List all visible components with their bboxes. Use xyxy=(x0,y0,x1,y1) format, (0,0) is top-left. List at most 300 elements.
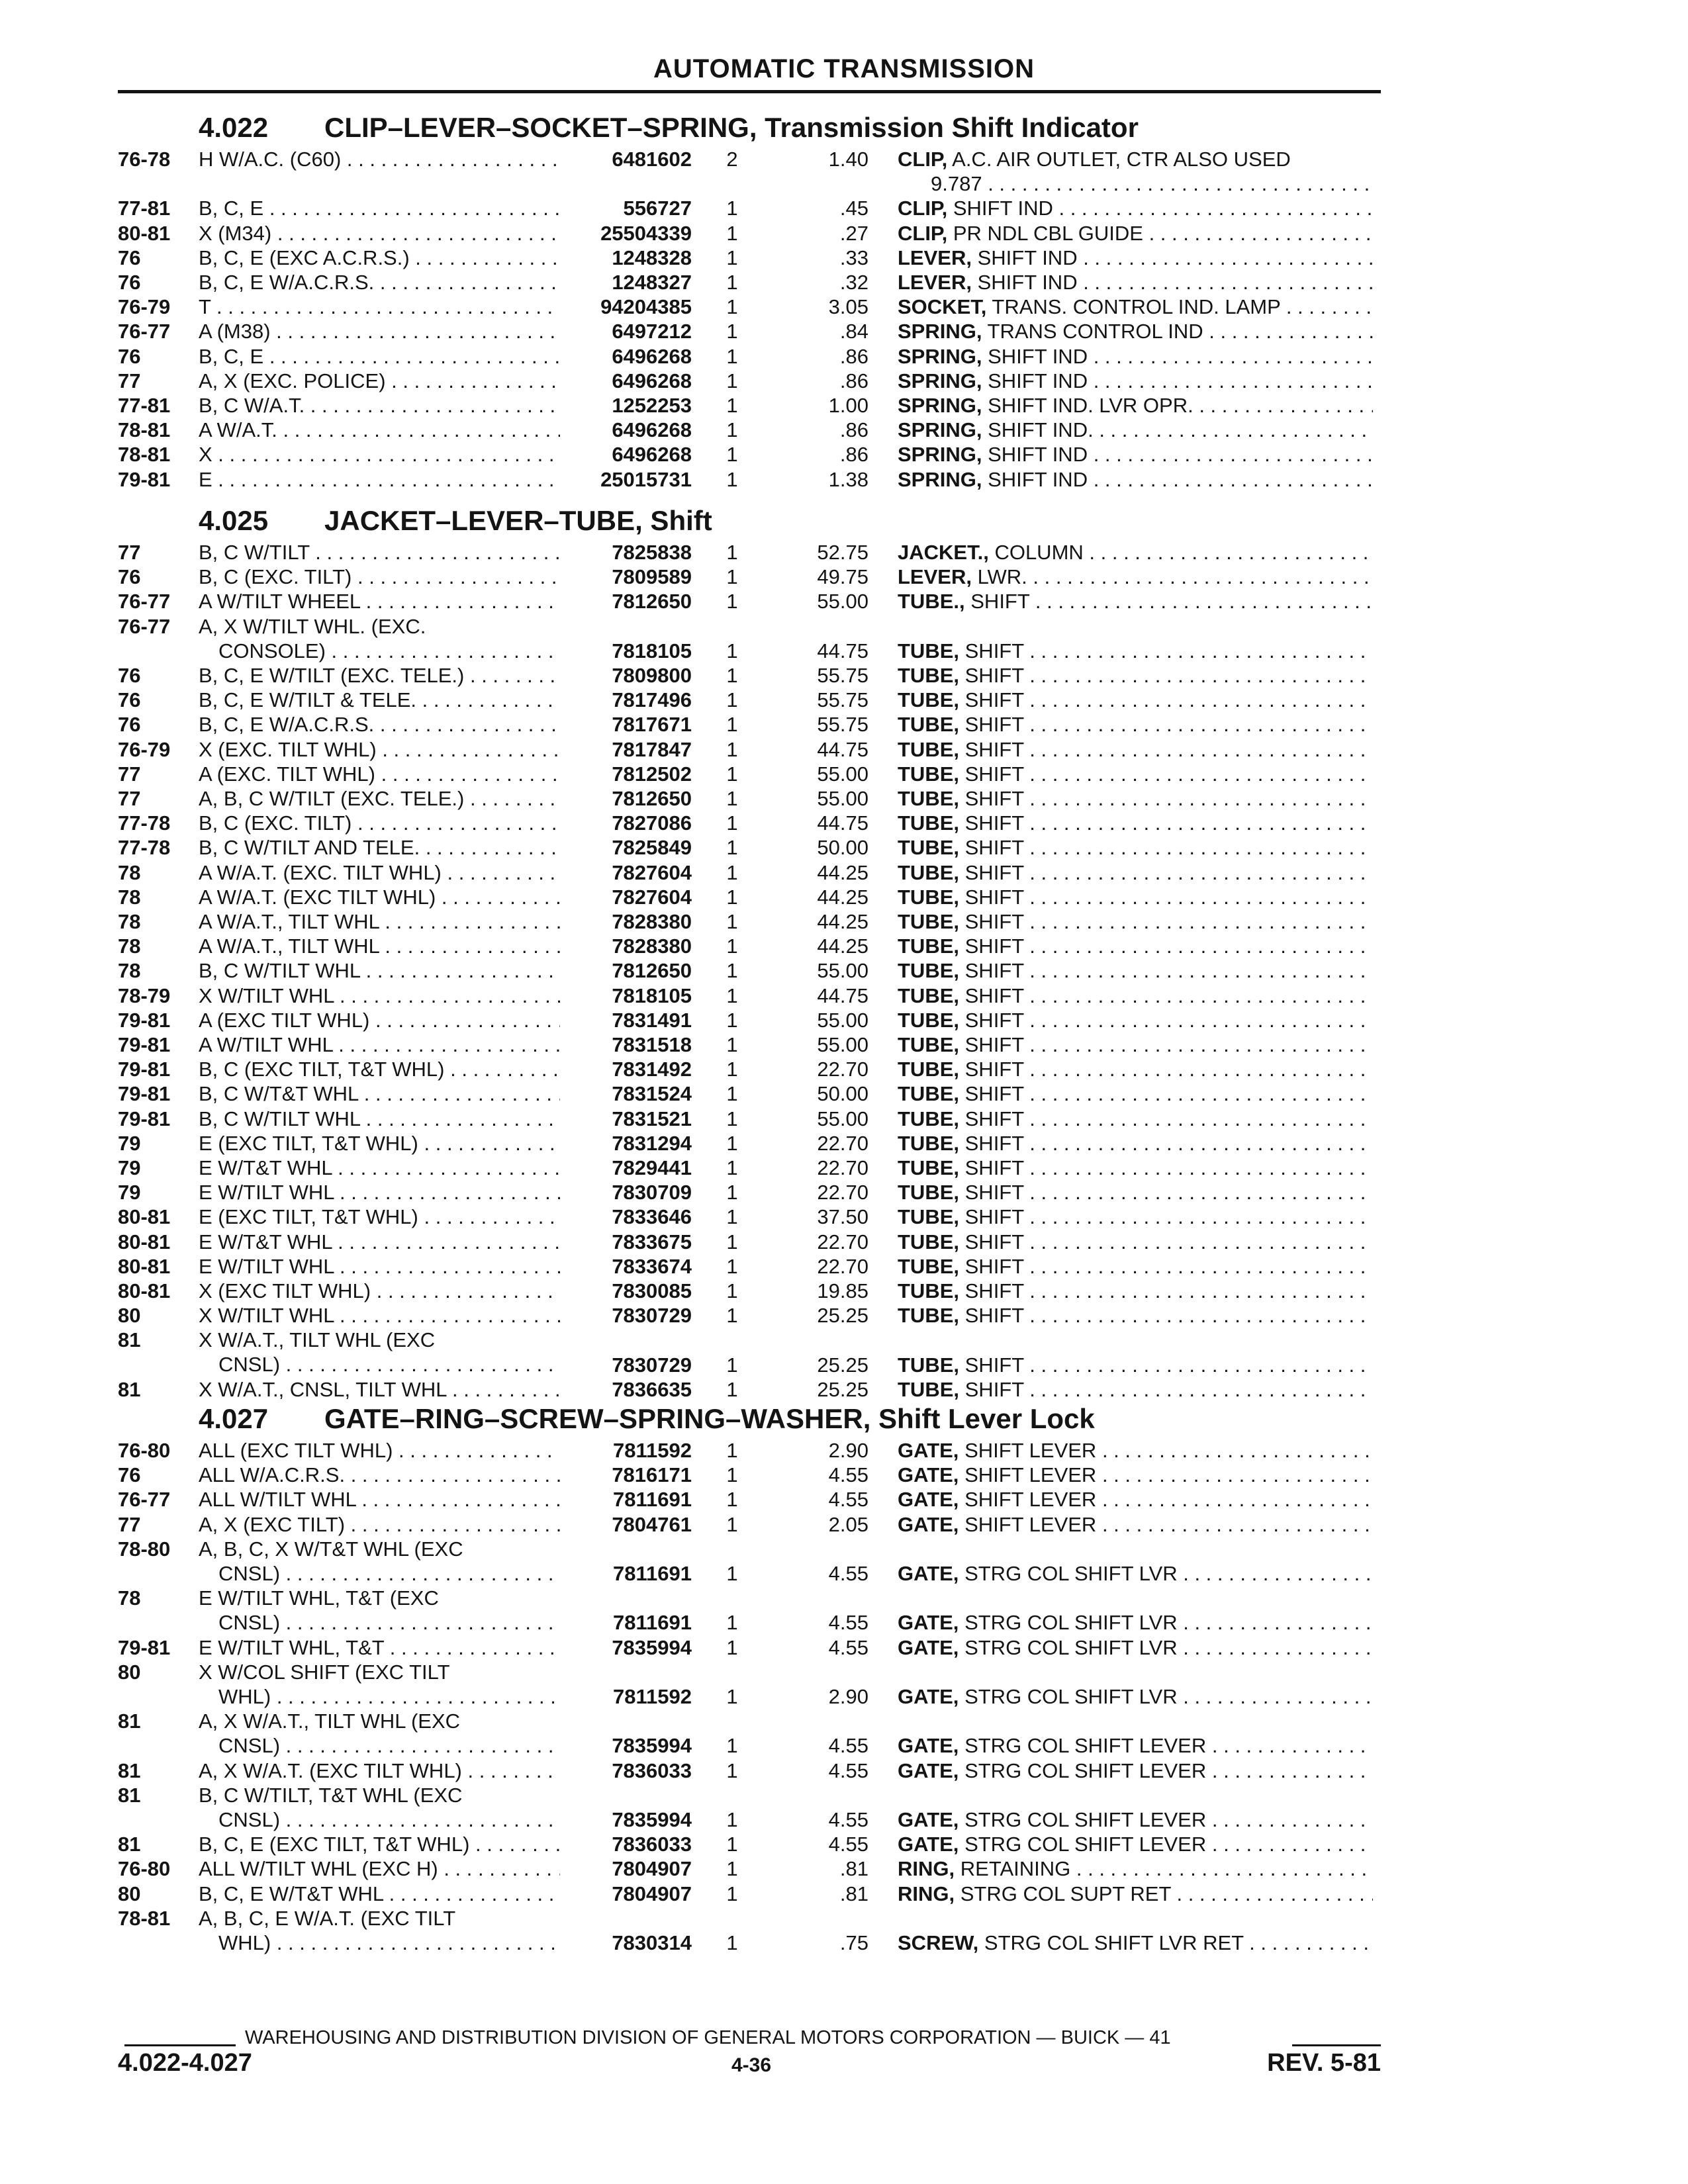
description-text: SHIFT LEVER xyxy=(964,1463,1097,1487)
part-description xyxy=(898,1882,1373,1906)
parts-row xyxy=(0,1438,1688,1463)
quantity: 1 xyxy=(726,762,738,786)
model-text: A (EXC TILT WHL) xyxy=(199,1008,370,1032)
part-number: 7836635 xyxy=(612,1377,692,1401)
model-text: B, C, E W/A.C.R.S. xyxy=(199,713,375,737)
model-line xyxy=(199,1131,560,1156)
part-number: 7831521 xyxy=(612,1107,692,1130)
description-text: SHIFT xyxy=(964,836,1024,860)
model-text: X (EXC TILT WHL) xyxy=(199,1279,371,1302)
part-description xyxy=(898,712,1373,737)
description-text: SHIFT xyxy=(964,934,1024,958)
description-line xyxy=(898,147,1373,171)
parts-row xyxy=(0,393,1688,418)
model-text: E W/TILT WHL xyxy=(199,1254,334,1278)
part-description xyxy=(898,1180,1373,1205)
model-text: A, X W/TILT WHL. (EXC. xyxy=(199,614,426,638)
model-years: 76-77 xyxy=(118,320,171,343)
model-applicability xyxy=(199,1008,560,1032)
parts-row xyxy=(0,1709,1688,1758)
part-description xyxy=(898,762,1373,786)
model-text: CNSL) xyxy=(218,1734,281,1758)
model-years: 77-81 xyxy=(118,394,171,417)
model-line xyxy=(199,663,560,688)
list-price: 25.25 xyxy=(817,1353,868,1377)
description-line xyxy=(898,171,1373,196)
part-number: 7818105 xyxy=(612,639,692,662)
model-applicability xyxy=(199,196,560,220)
leader-dots xyxy=(1024,639,1373,662)
description-text: COLUMN xyxy=(994,541,1084,564)
model-text: B, C W/T&T WHL xyxy=(199,1082,359,1106)
description-line xyxy=(898,958,1373,983)
leader-dots xyxy=(1078,271,1373,294)
leader-dots xyxy=(1096,1513,1373,1536)
list-price: .86 xyxy=(839,369,868,392)
list-price: 55.00 xyxy=(817,959,868,983)
part-description xyxy=(898,639,1373,663)
part-description xyxy=(898,1279,1373,1303)
description-keyword: TUBE, xyxy=(898,1377,959,1401)
parts-row xyxy=(0,1537,1688,1586)
parts-row xyxy=(0,860,1688,885)
model-line xyxy=(199,1438,560,1463)
model-text: A, B, C, X W/T&T WHL (EXC xyxy=(199,1537,463,1561)
parts-row xyxy=(0,1635,1688,1660)
description-line xyxy=(898,1610,1373,1635)
model-line xyxy=(199,1303,560,1328)
model-applicability xyxy=(199,1107,560,1131)
model-applicability xyxy=(199,1081,560,1106)
model-line xyxy=(199,1032,560,1057)
part-description xyxy=(898,270,1373,295)
list-price: 4.55 xyxy=(828,1488,868,1512)
part-description xyxy=(898,565,1373,589)
model-applicability xyxy=(199,295,560,319)
model-line xyxy=(199,1733,560,1758)
model-applicability xyxy=(199,1635,560,1660)
model-years: 76 xyxy=(118,664,141,687)
model-text: A W/TILT WHL xyxy=(199,1033,333,1056)
parts-row xyxy=(0,1131,1688,1156)
description-line xyxy=(898,589,1373,614)
list-price: 4.55 xyxy=(828,1463,868,1487)
model-text: B, C, E xyxy=(199,344,264,368)
model-line xyxy=(199,1377,560,1402)
parts-row xyxy=(0,1660,1688,1709)
list-price: 25.25 xyxy=(817,1304,868,1328)
description-line xyxy=(898,1512,1373,1537)
model-years: 80-81 xyxy=(118,1230,171,1253)
leader-dots xyxy=(1027,565,1373,588)
parts-row xyxy=(0,1254,1688,1279)
quantity: 1 xyxy=(726,271,738,294)
leader-dots xyxy=(280,1734,560,1757)
description-keyword: TUBE, xyxy=(898,737,959,761)
description-text: SHIFT xyxy=(964,639,1024,662)
model-text: H W/A.C. (C60) xyxy=(199,148,342,171)
leader-dots xyxy=(271,1931,560,1954)
description-text: STRG COL SHIFT LVR RET xyxy=(984,1931,1244,1954)
leader-dots xyxy=(1024,1107,1373,1130)
description-keyword: TUBE, xyxy=(898,713,959,737)
leader-dots xyxy=(263,197,560,220)
parts-row xyxy=(0,909,1688,934)
section-number: 4.022 xyxy=(199,112,269,143)
leader-dots xyxy=(438,1857,560,1880)
model-applicability xyxy=(199,1487,560,1512)
leader-dots xyxy=(1024,1230,1373,1253)
part-description xyxy=(898,1684,1373,1709)
description-line xyxy=(898,1279,1373,1303)
quantity: 1 xyxy=(726,1279,738,1302)
leader-dots xyxy=(1024,1082,1373,1105)
leader-dots xyxy=(1024,886,1373,909)
part-description xyxy=(898,737,1373,762)
description-text: SHIFT IND. xyxy=(988,418,1094,442)
description-text: SHIFT IND xyxy=(988,344,1088,368)
model-applicability xyxy=(199,860,560,885)
description-keyword: GATE, xyxy=(898,1488,959,1512)
description-keyword: TUBE, xyxy=(898,688,959,712)
part-description xyxy=(898,467,1373,492)
part-description xyxy=(898,1635,1373,1660)
model-text: A, X (EXC. POLICE) xyxy=(199,369,386,392)
description-keyword: TUBE, xyxy=(898,1107,959,1130)
description-keyword: GATE, xyxy=(898,1734,959,1758)
description-text: SHIFT xyxy=(964,860,1024,884)
model-line xyxy=(199,1758,560,1783)
leader-dots xyxy=(341,148,560,171)
model-line xyxy=(199,393,560,418)
part-description xyxy=(898,1758,1373,1783)
description-line xyxy=(898,737,1373,762)
description-keyword: SPRING, xyxy=(898,467,982,491)
model-years: 77-81 xyxy=(118,197,171,220)
description-text: SHIFT IND xyxy=(953,197,1053,220)
parts-row xyxy=(0,737,1688,762)
leader-dots xyxy=(360,590,560,613)
list-price: 22.70 xyxy=(817,1131,868,1155)
section-heading xyxy=(199,502,712,540)
list-price: 49.75 xyxy=(817,565,868,589)
model-applicability xyxy=(199,1230,560,1254)
part-number: 7809589 xyxy=(612,565,692,589)
leader-dots xyxy=(271,222,560,245)
model-applicability xyxy=(199,983,560,1008)
quantity: 1 xyxy=(726,590,738,614)
list-price: .75 xyxy=(839,1931,868,1954)
quantity: 1 xyxy=(726,836,738,860)
description-keyword: TUBE, xyxy=(898,1181,959,1205)
leader-dots xyxy=(442,861,560,884)
list-price: 44.75 xyxy=(817,811,868,835)
description-text: SHIFT xyxy=(964,959,1024,983)
parts-row xyxy=(0,1032,1688,1057)
description-keyword: TUBE, xyxy=(898,1082,959,1106)
description-text: SHIFT xyxy=(964,1230,1024,1253)
parts-row xyxy=(0,1882,1688,1906)
leader-dots xyxy=(360,1107,560,1130)
model-text: A, B, C, E W/A.T. (EXC TILT xyxy=(199,1906,456,1930)
part-number: 7831294 xyxy=(612,1131,692,1155)
model-text: CNSL) xyxy=(218,1353,281,1377)
quantity: 1 xyxy=(726,197,738,220)
model-line xyxy=(199,1906,560,1931)
parts-row xyxy=(0,1205,1688,1229)
model-line xyxy=(199,1081,560,1106)
model-years: 78-79 xyxy=(118,983,171,1007)
description-text: SHIFT xyxy=(964,1205,1024,1229)
model-years: 79-81 xyxy=(118,1635,171,1659)
description-text: SHIFT xyxy=(964,1254,1024,1278)
model-years: 81 xyxy=(118,1377,141,1401)
leader-dots xyxy=(1203,320,1373,343)
quantity: 1 xyxy=(726,320,738,343)
model-line xyxy=(199,1328,560,1352)
model-line xyxy=(199,1463,560,1487)
model-text: A, X W/A.T. (EXC TILT WHL) xyxy=(199,1758,462,1782)
part-description xyxy=(898,1081,1373,1106)
quantity: 1 xyxy=(726,541,738,564)
list-price: .84 xyxy=(839,320,868,343)
model-line xyxy=(199,860,560,885)
description-text: SHIFT IND xyxy=(977,271,1078,294)
description-keyword: LEVER, xyxy=(898,246,972,269)
list-price: 2.90 xyxy=(828,1684,868,1708)
quantity: 1 xyxy=(726,1463,738,1487)
part-number: 7830709 xyxy=(612,1181,692,1205)
leader-dots xyxy=(352,565,560,588)
quantity: 1 xyxy=(726,1058,738,1081)
model-text: X (M34) xyxy=(199,221,272,245)
model-text: E xyxy=(199,467,212,491)
description-keyword: TUBE, xyxy=(898,1230,959,1253)
description-text: SHIFT IND xyxy=(988,369,1088,392)
quantity: 1 xyxy=(726,418,738,442)
leader-dots xyxy=(334,1255,560,1278)
quantity: 1 xyxy=(726,934,738,958)
part-description xyxy=(898,393,1373,418)
model-applicability xyxy=(199,835,560,860)
model-line xyxy=(199,589,560,614)
part-number: 6496268 xyxy=(612,369,692,392)
description-line xyxy=(898,639,1373,663)
model-years: 76 xyxy=(118,271,141,294)
part-description xyxy=(898,811,1373,835)
description-line xyxy=(898,1180,1373,1205)
part-description xyxy=(898,1487,1373,1512)
model-line xyxy=(199,1882,560,1906)
part-number: 7825849 xyxy=(612,836,692,860)
leader-dots xyxy=(1024,762,1373,786)
description-text: SHIFT xyxy=(964,1304,1024,1328)
list-price: 22.70 xyxy=(817,1058,868,1081)
leader-dots xyxy=(1024,1009,1373,1032)
model-line xyxy=(199,909,560,934)
leader-dots xyxy=(1096,1488,1373,1511)
quantity: 1 xyxy=(726,885,738,909)
model-applicability xyxy=(199,1832,560,1856)
part-number: 7830729 xyxy=(612,1304,692,1328)
leader-dots xyxy=(1244,1931,1373,1954)
quantity: 1 xyxy=(726,1734,738,1758)
model-applicability xyxy=(199,1377,560,1402)
part-description xyxy=(898,344,1373,369)
model-line xyxy=(199,1783,560,1807)
quantity: 1 xyxy=(726,737,738,761)
part-description xyxy=(898,1156,1373,1180)
description-keyword: TUBE, xyxy=(898,1353,959,1377)
model-text: A, X (EXC TILT) xyxy=(199,1512,346,1536)
parts-row xyxy=(0,1377,1688,1402)
model-line xyxy=(199,1057,560,1081)
section-title: GATE–RING–SCREW–SPRING–WASHER, Shift Lever Lock xyxy=(324,1403,1095,1434)
leader-dots xyxy=(263,345,560,368)
part-description xyxy=(898,688,1373,712)
description-text: STRG COL SUPT RET xyxy=(960,1882,1171,1905)
leader-dots xyxy=(358,1082,560,1105)
description-text: STRG COL SHIFT LEVER xyxy=(964,1833,1207,1856)
part-number: 7828380 xyxy=(612,934,692,958)
description-line xyxy=(898,1832,1373,1856)
leader-dots xyxy=(1024,1132,1373,1155)
list-price: 55.00 xyxy=(817,590,868,614)
description-line xyxy=(898,540,1373,565)
description-keyword: LEVER, xyxy=(898,271,972,294)
leader-dots xyxy=(1024,1033,1373,1056)
model-years: 78-80 xyxy=(118,1537,171,1561)
description-line xyxy=(898,1032,1373,1057)
model-line xyxy=(199,442,560,467)
description-keyword: TUBE, xyxy=(898,639,959,662)
description-keyword: TUBE, xyxy=(898,910,959,933)
part-number: 7835994 xyxy=(612,1807,692,1831)
quantity: 1 xyxy=(726,1611,738,1635)
part-description xyxy=(898,885,1373,909)
model-line xyxy=(199,221,560,246)
parts-row xyxy=(0,196,1688,220)
model-years: 76-77 xyxy=(118,590,171,614)
leader-dots xyxy=(1024,1353,1373,1377)
model-years: 77 xyxy=(118,369,141,392)
description-keyword: GATE, xyxy=(898,1684,959,1708)
model-applicability xyxy=(199,1856,560,1881)
leader-dots xyxy=(1024,959,1373,982)
leader-dots xyxy=(1053,197,1373,220)
description-line xyxy=(898,1487,1373,1512)
model-text: A, B, C W/TILT (EXC. TELE.) xyxy=(199,787,465,810)
list-price: 4.55 xyxy=(828,1833,868,1856)
leader-dots xyxy=(410,246,560,269)
description-keyword: GATE, xyxy=(898,1439,959,1462)
description-line xyxy=(898,1733,1373,1758)
part-number: 7829441 xyxy=(612,1156,692,1179)
leader-dots xyxy=(1094,418,1373,441)
description-text: LWR. xyxy=(977,565,1027,589)
leader-dots xyxy=(1088,468,1373,491)
list-price: 55.00 xyxy=(817,1033,868,1056)
part-number: 7827604 xyxy=(612,885,692,909)
leader-dots xyxy=(445,1058,561,1081)
model-applicability xyxy=(199,1180,560,1205)
description-text: SHIFT xyxy=(964,885,1024,909)
parts-row xyxy=(0,589,1688,614)
part-number: 7818105 xyxy=(612,983,692,1007)
part-number: 7831492 xyxy=(612,1058,692,1081)
description-text: SHIFT IND xyxy=(988,467,1088,491)
description-line xyxy=(898,418,1373,442)
description-keyword: SPRING, xyxy=(898,320,982,343)
quantity: 1 xyxy=(726,443,738,467)
description-text: SHIFT LEVER xyxy=(964,1488,1097,1512)
model-line xyxy=(199,885,560,909)
model-text: CNSL) xyxy=(218,1807,281,1831)
model-line xyxy=(199,688,560,712)
parts-row xyxy=(0,1156,1688,1180)
part-description xyxy=(898,1931,1373,1955)
leader-dots xyxy=(469,1833,560,1856)
leader-dots xyxy=(420,836,560,859)
leader-dots xyxy=(271,320,560,343)
list-price: 55.75 xyxy=(817,688,868,712)
leader-dots xyxy=(1024,1255,1373,1278)
description-keyword: TUBE, xyxy=(898,860,959,884)
model-applicability xyxy=(199,1783,560,1832)
description-line xyxy=(898,1684,1373,1709)
description-text: SHIFT xyxy=(964,1082,1024,1106)
leader-dots xyxy=(369,1009,560,1032)
part-number: 7812650 xyxy=(612,590,692,614)
model-line xyxy=(199,1487,560,1512)
model-text: B, C W/TILT, T&T WHL (EXC xyxy=(199,1783,463,1807)
leader-dots xyxy=(1024,1304,1373,1327)
section-number: 4.025 xyxy=(199,505,269,536)
list-price: 55.00 xyxy=(817,787,868,810)
model-text: B, C (EXC. TILT) xyxy=(199,811,352,835)
leader-dots xyxy=(1206,1759,1373,1782)
list-price: .27 xyxy=(839,221,868,245)
parts-row xyxy=(0,1586,1688,1635)
quantity: 1 xyxy=(726,295,738,319)
description-text: SHIFT xyxy=(964,1181,1024,1205)
model-applicability xyxy=(199,1906,560,1955)
list-price: 55.00 xyxy=(817,1008,868,1032)
quantity: 1 xyxy=(726,860,738,884)
model-years: 78 xyxy=(118,959,141,983)
model-years: 77-78 xyxy=(118,836,171,860)
quantity: 1 xyxy=(726,565,738,589)
model-applicability xyxy=(199,147,560,171)
list-price: 22.70 xyxy=(817,1230,868,1253)
model-years: 80-81 xyxy=(118,1254,171,1278)
leader-dots xyxy=(1024,1058,1373,1081)
model-text: E W/T&T WHL xyxy=(199,1230,332,1253)
model-line xyxy=(199,737,560,762)
model-years: 77 xyxy=(118,762,141,786)
leader-dots xyxy=(326,639,560,662)
model-line xyxy=(199,147,560,171)
section-number: 4.027 xyxy=(199,1403,269,1434)
list-price: .86 xyxy=(839,418,868,442)
part-number: 7828380 xyxy=(612,910,692,933)
list-price: 3.05 xyxy=(828,295,868,319)
leader-dots xyxy=(345,1463,560,1486)
leader-dots xyxy=(280,1353,560,1376)
quantity: 1 xyxy=(726,639,738,662)
leader-dots xyxy=(418,1205,560,1228)
model-applicability xyxy=(199,565,560,589)
